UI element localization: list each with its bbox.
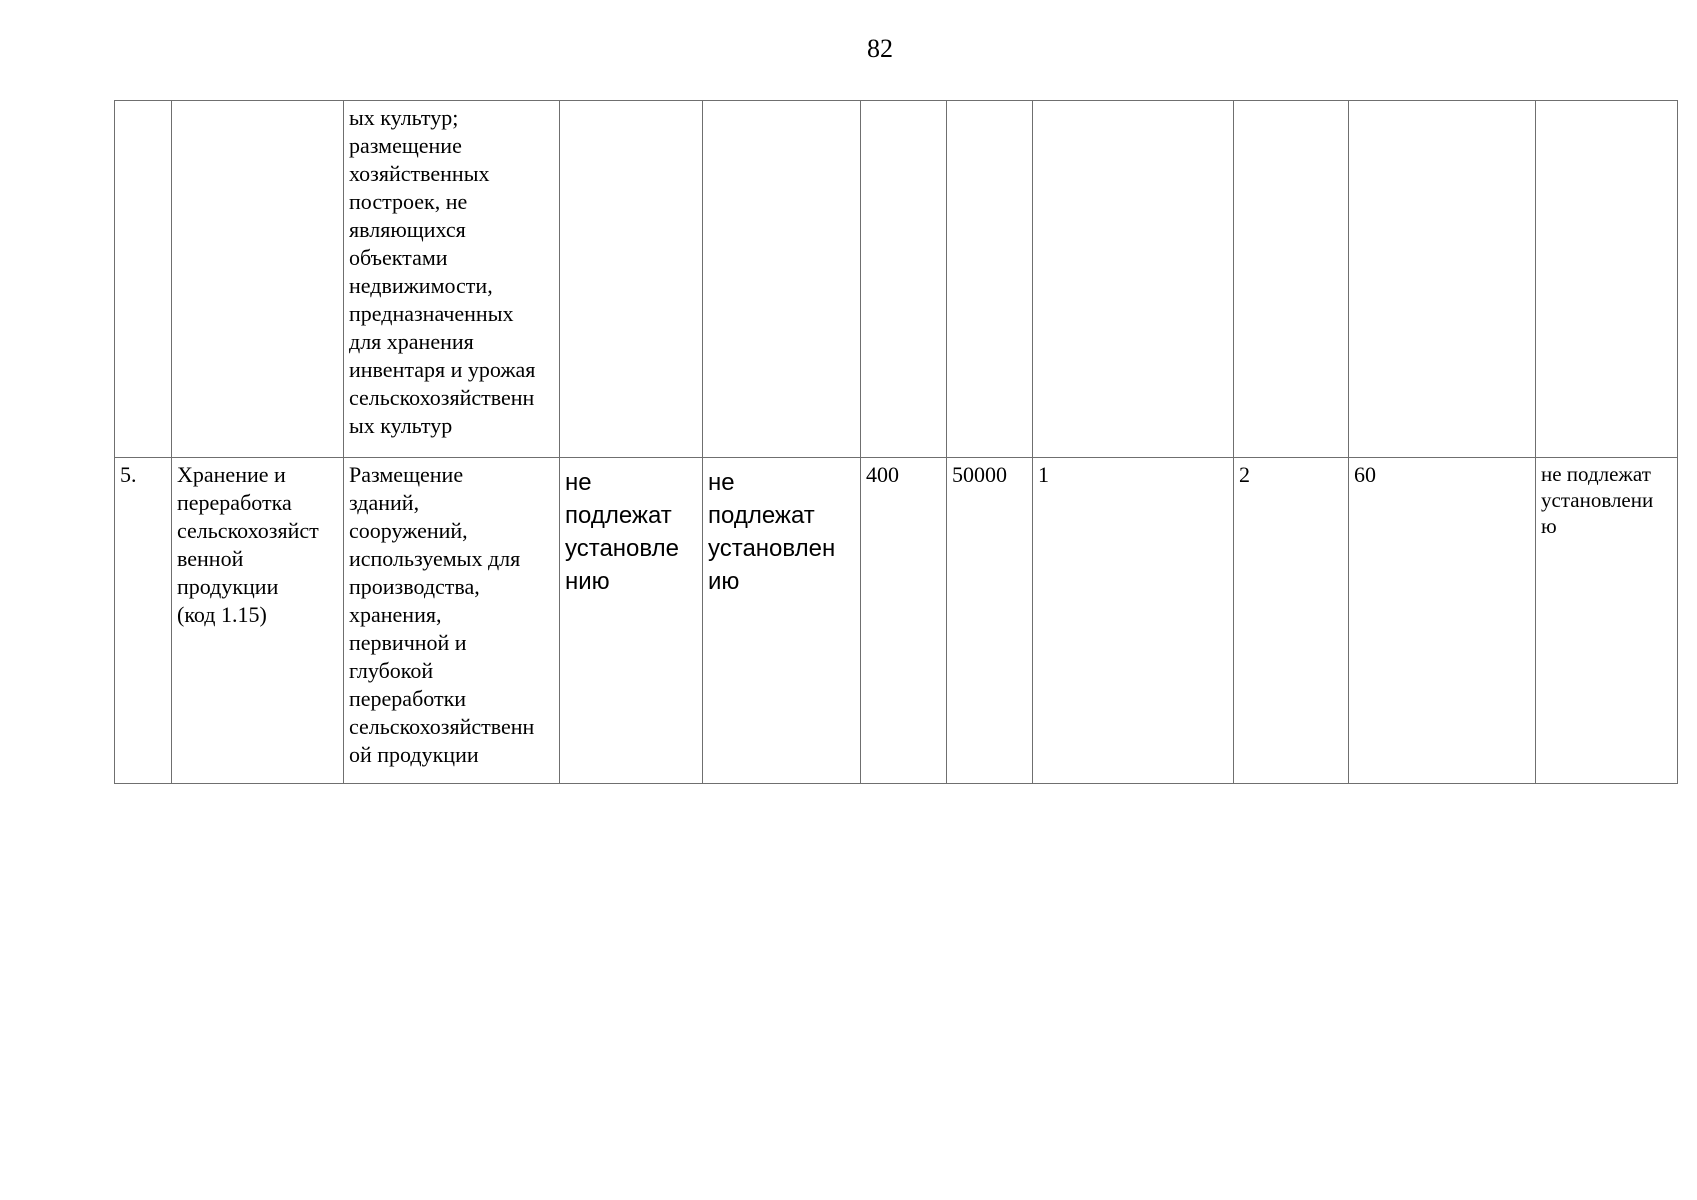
table-row [115,101,1678,458]
table-cell [861,101,947,458]
table-cell: 60 [1349,458,1536,784]
table-cell: не подлежат установлени ю [1536,458,1678,784]
page-number: 82 [867,34,893,63]
table-cell [947,101,1033,458]
table-cell [1349,101,1536,458]
row-number-cell [115,101,172,458]
table-cell [703,101,861,458]
land-use-description-cell: Размещение зданий, сооружений, используемых для производства, хранения, первичной и глубокой переработки сельскохозяйственн ой продукции [344,458,560,784]
land-use-description-cell: ых культур; размещение хозяйственных построек, не являющихся объектами недвижимости, предназначенных для хранения инвентаря и урожая сельскохозяйственн ых культур [344,101,560,458]
land-use-name-cell [172,101,344,458]
table-cell: 400 [861,458,947,784]
row-number-cell: 5. [115,458,172,784]
table-cell: 1 [1033,458,1234,784]
table-cell: не подлежат установле нию [560,458,703,784]
regulations-table [114,100,1678,784]
land-use-name-cell: Хранение и переработка сельскохозяйст венной продукции (код 1.15) [172,458,344,784]
table-cell: не подлежат установлен ию [703,458,861,784]
table-cell [1234,101,1349,458]
table-row [115,458,1678,784]
table-cell [1033,101,1234,458]
table-cell [1536,101,1678,458]
table-cell: 50000 [947,458,1033,784]
table-cell [560,101,703,458]
table-cell: 2 [1234,458,1349,784]
